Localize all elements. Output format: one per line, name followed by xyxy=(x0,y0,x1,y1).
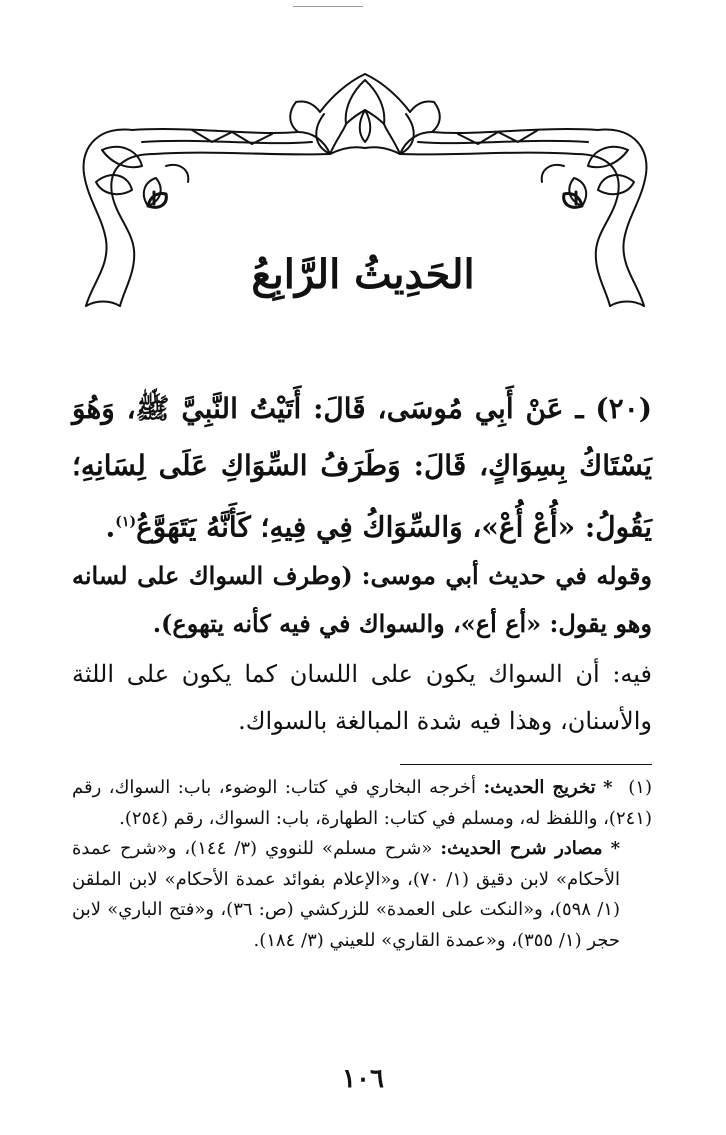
footnote-label: مصادر شرح الحديث: xyxy=(440,838,603,859)
footnote-item xyxy=(72,773,652,834)
commentary xyxy=(72,552,652,748)
commentary-quote: (وطرف السواك على لسانه وهو يقول: «أع أع»، والسواك في فيه كأنه يتهوع). xyxy=(72,561,652,638)
hadith-body: ـ عَنْ أَبِي مُوسَى، قَالَ: أَتَيْتُ النَّبِيَّ ﷺ، وَهُوَ يَسْتَاكُ بِسِوَاكٍ، قَالَ: وَطَرَفُ السِّوَاكِ عَلَى لِسَانِهِ؛ يَقُولُ: «أُعْ أُعْ»، وَالسِّوَاكُ فِي فِيهِ؛ كَأَنَّهُ يَتَهَوَّعُ xyxy=(72,392,652,544)
bullet-star: * xyxy=(603,777,613,798)
page-number: ١٠٦ xyxy=(342,1064,384,1094)
hadith-number: (٢٠) xyxy=(595,392,652,425)
footnote-text: أخرجه البخاري في كتاب: الوضوء، باب: السواك، رقم (٢٤١)، واللفظ له، ومسلم في كتاب: الطهارة، باب: السواك، رقم (٢٥٤). xyxy=(72,777,652,829)
footnotes xyxy=(72,773,652,956)
hadith-text xyxy=(72,380,652,555)
footnote-label: تخريج الحديث: xyxy=(483,777,596,798)
top-rule xyxy=(293,6,363,7)
footnote-text: «شرح مسلم» للنووي (٣/ ١٤٤)، و«شرح عمدة الأحكام» لابن دقيق (١/ ٧٠)، و«الإعلام بفوائد عمدة الأحكام» لابن الملقن (١/ ٥٩٨)، و«النكت على العمدة» للزركشي (ص: ٣٦)، و«فتح الباري» لابن حجر (١/ ٣٥٥)، و«عمدة القاري» للعيني (٣/ ١٨٤). xyxy=(72,838,620,951)
footnote-reference: (١) xyxy=(115,514,137,530)
hadith-end: . xyxy=(105,510,116,544)
footnote-separator xyxy=(400,764,652,765)
footnote-number: (١) xyxy=(628,777,652,798)
chapter-title: الحَدِيثُ الرَّابِعُ xyxy=(251,251,475,298)
bullet-star: * xyxy=(610,838,620,859)
footnote-item xyxy=(72,834,652,956)
commentary-explanation: فيه: أن السواك يكون على اللسان كما يكون على اللثة والأسنان، وهذا فيه شدة المبالغة بالسواك. xyxy=(72,660,653,735)
commentary-intro: وقوله في حديث أبي موسى: xyxy=(361,561,653,590)
